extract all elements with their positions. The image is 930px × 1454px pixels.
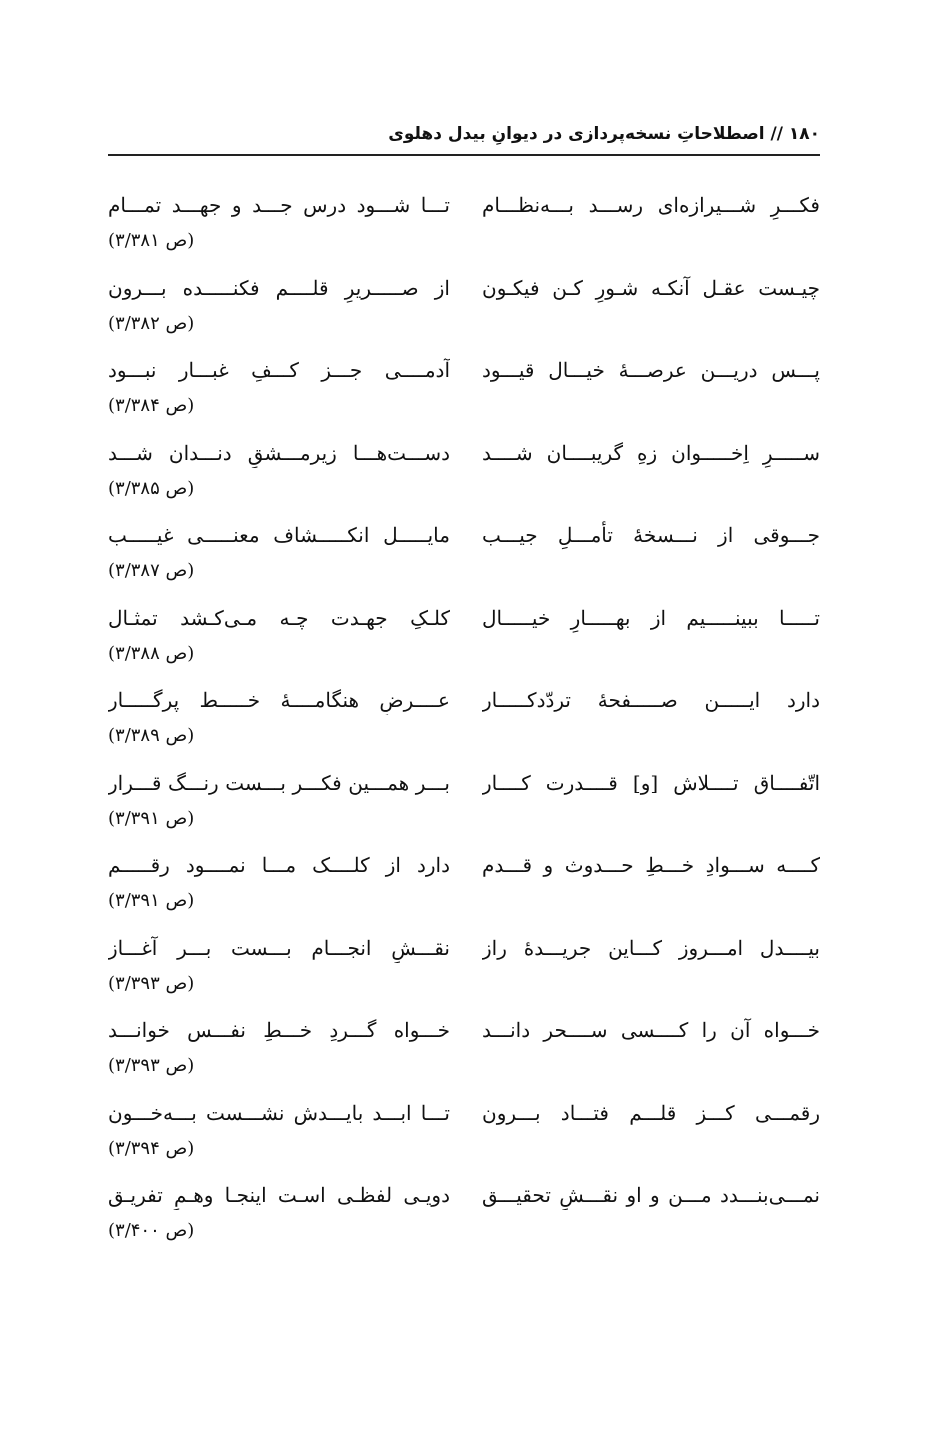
second-hemistich: از صـــــریرِ قلــــم فکنـــــده بـــرون <box>108 275 450 300</box>
page-reference: (ص ۳/۳۹۱) <box>108 890 195 911</box>
first-hemistich: نمـــی‌بنـــدد مـــن و او نقـــشِ تحقیـــق <box>482 1183 820 1207</box>
first-hemistich: دارد ایـــــن صـــــفحهٔ تردّدکـــــار <box>482 688 820 712</box>
first-hemistich: رقمـــی کـــز قلـــم فتـــاد بـــرون <box>482 1100 820 1125</box>
first-hemistich: تـــــا ببینـــــیم از بهـــــارِ خیـــــال <box>482 605 820 630</box>
verse-entry <box>108 1009 820 1092</box>
first-hemistich: ســـــرِ اِخـــــوان زهِ گریبــــان شــــد <box>482 440 820 465</box>
page-reference: (ص ۳/۴۰۰) <box>108 1220 195 1241</box>
first-hemistich: جـــوقی از نـــسخهٔ تأمـــلِ جیـــب <box>482 523 820 547</box>
page-reference: (ص ۳/۳۸۷) <box>108 560 195 581</box>
second-hemistich: آدمــــی جـــز کـــفِ غبـــار نبـــود <box>108 358 450 382</box>
first-hemistich: چیـست عقـل آنکـه شـورِ کـن فیکـون <box>482 275 820 300</box>
second-hemistich: دســـت‌هـــا زیرمـــشقِ دنـــدان شـــد <box>108 440 450 465</box>
second-hemistich: دویـی لفظـی اسـت اینجـا وهـمِ تفریـق <box>108 1183 450 1207</box>
second-hemistich: مایـــــل انکـــــشاف معنـــــی غیـــــب <box>108 523 450 547</box>
verse-entry <box>108 514 820 597</box>
second-hemistich: کلـکِ جهـدت چـه مـی‌کـشد تمثـال <box>108 605 450 630</box>
verse-entry <box>108 1174 820 1257</box>
page-reference: (ص ۳/۳۸۸) <box>108 642 195 664</box>
first-hemistich: خـــواه آن را کــــسی ســــحر دانـــد <box>482 1018 820 1042</box>
verse-entry <box>108 679 820 762</box>
verse-entry <box>108 267 820 350</box>
page-reference: (ص ۳/۳۸۹) <box>108 725 195 746</box>
verse-entry <box>108 1092 820 1175</box>
page-reference: (ص ۳/۳۹۳) <box>108 1055 195 1076</box>
second-hemistich: دارد از کلــــک مـــا نمــــود رقـــــم <box>108 853 450 877</box>
page-reference: (ص ۳/۳۹۱) <box>108 807 195 829</box>
first-hemistich: فکـــرِ شـــیرازه‌ای رســـد بـــه‌نظـــام <box>482 193 820 217</box>
page-reference: (ص ۳/۳۹۳) <box>108 972 195 994</box>
second-hemistich: تـــا شـــود درس جـــد و جهـــد تمـــام <box>108 193 450 217</box>
verse-entry <box>108 432 820 515</box>
first-hemistich: اتّفــــاق تــــلاش [و] قــــدرت کــــار <box>482 770 820 795</box>
verse-entry <box>108 927 820 1010</box>
first-hemistich: کــــه ســـوادِ خـــطِ حـــدوث و قـــدم <box>482 853 820 877</box>
second-hemistich: بـــر همـــین فکـــر بـــست رنـــگ قـــرار <box>108 770 450 795</box>
second-hemistich: خـــواه گـــردِ خـــطِ نفـــس خوانـــد <box>108 1018 450 1042</box>
running-title: ۱۸۰ // اصطلاحاتِ نسخه‌پردازی در دیوانِ بیدل دهلوی <box>388 124 820 144</box>
second-hemistich: نقـــشِ انجـــام بـــست بـــر آغـــاز <box>108 935 450 960</box>
verse-list <box>108 184 820 1257</box>
second-hemistich: تـــا ابـــد بایـــدش نشـــست بـــه‌خـــون <box>108 1100 450 1125</box>
page-reference: (ص ۳/۳۹۴) <box>108 1137 195 1159</box>
page-reference: (ص ۳/۳۸۲) <box>108 312 195 334</box>
verse-entry <box>108 844 820 927</box>
verse-entry <box>108 762 820 845</box>
verse-entry <box>108 597 820 680</box>
verse-entry <box>108 349 820 432</box>
first-hemistich: بیــــدل امـــروز کـــاین جریـــدهٔ راز <box>482 935 820 960</box>
second-hemistich: عــــرضِ هنگامــــهٔ خـــــط پرگـــــار <box>108 688 450 712</box>
page-reference: (ص ۳/۳۸۱) <box>108 230 195 251</box>
verse-entry <box>108 184 820 267</box>
first-hemistich: پـــس دریـــن عرصـــهٔ خیـــال قیـــود <box>482 358 820 382</box>
page-header <box>108 118 820 156</box>
page-reference: (ص ۳/۳۸۵) <box>108 477 195 499</box>
page-reference: (ص ۳/۳۸۴) <box>108 395 195 416</box>
